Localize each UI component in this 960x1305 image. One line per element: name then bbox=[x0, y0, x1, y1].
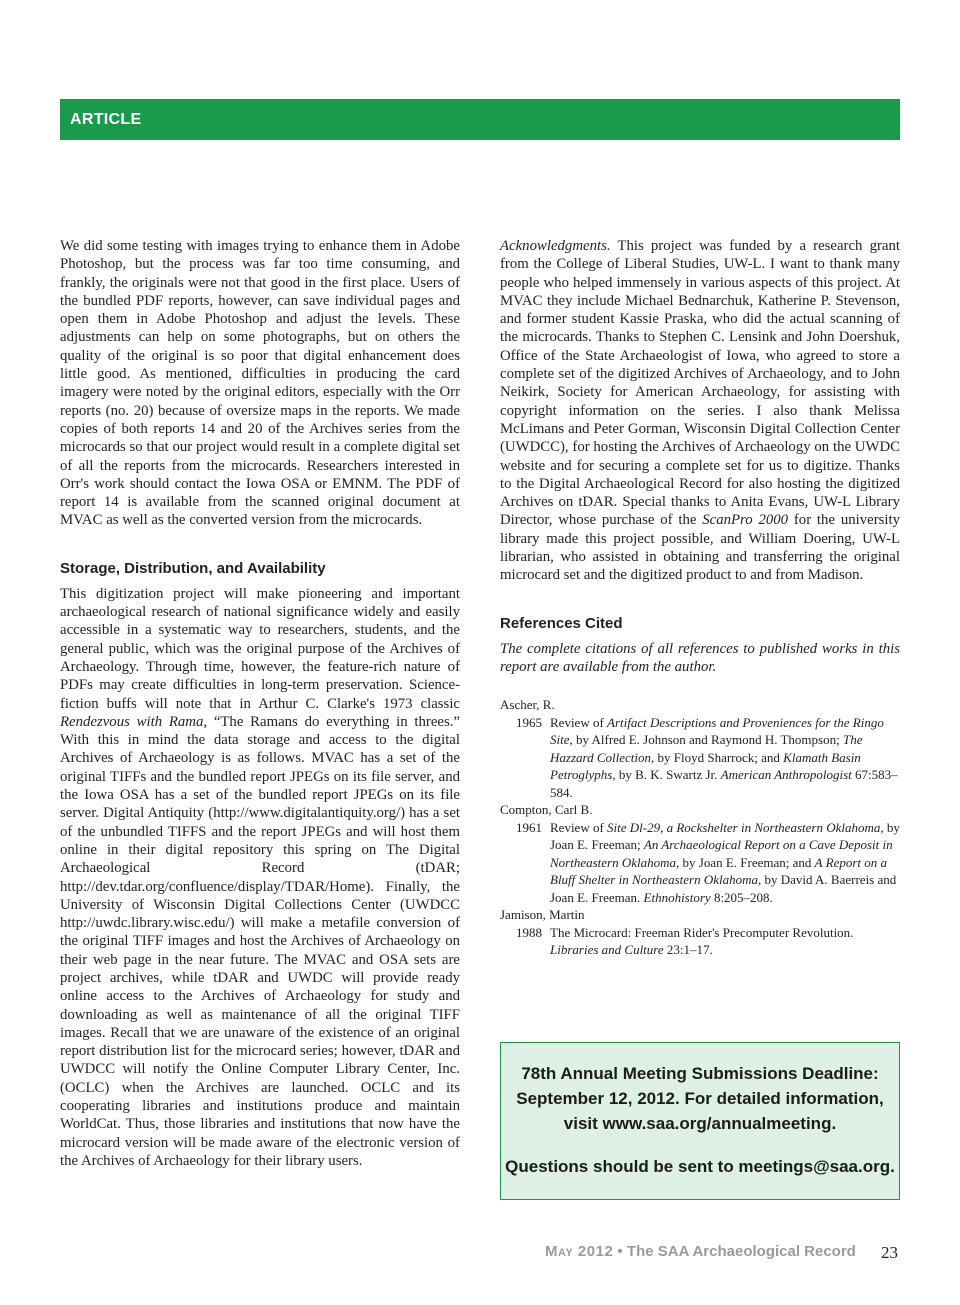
meeting-notice-box bbox=[500, 1042, 900, 1200]
reference-author: Compton, Carl B. bbox=[500, 802, 593, 818]
page-footer bbox=[545, 1243, 900, 1267]
acknowledgments-paragraph bbox=[500, 237, 900, 585]
reference-entry bbox=[500, 714, 900, 802]
notice-line-3: visit www.saa.org/annualmeeting. bbox=[563, 1114, 837, 1133]
storage-text-2: , “The Ramans do everything in threes.” With this in mind the data storage and access to the digital Archives of Archaeology is as follows. MVAC has a set of the original TIFFs and the bundled report JPEGs on its file server, and the Iowa OSA has a set of the bundled report JPEGs on its file server. Digital Antiquity (http://www.digitalantiquity.org/) has a set of the unbundled TIFFS and the report JPEGs and will host them online in their digital repository this spring on The Digital Archaeological Record (tDAR; http://dev.tdar.org/confluence/display/TDAR/Home). Finally, the University of Wisconsin Digital Collections Center (UWDCC http://uwdc.library.wisc.edu/) will make a metafile conversion of the original TIFF images and host the Archives of Archaeology on their web page in the near future. The MVAC and OSA sets are project archives, while tDAR and UWDC will provide ready online access to the Archives of Archaeology for study and downloading as well as maintenance of all the original TIFF images. Recall that we are unaware of the existence of an original report distribution list for the microcard series; however, tDAR and UWDCC will notify the Online Computer Library Center, Inc. (OCLC) when the Archives are launched. OCLC and its cooperating libraries and institutions produce and maintain WorldCat. Thus, those libraries and institutions that now have the microcard version will be made aware of the electronic version of the Archives of Archaeology for their library users. bbox=[60, 713, 460, 1169]
ack-label: Acknowledgments. bbox=[500, 238, 611, 254]
reference-text: Review of Site Dl-29, a Rockshelter in Northeastern Oklahoma, by Joan E. Freeman; An Archaeological Report on a Cave Deposit in Northeastern Oklahoma, by Joan E. Freeman; and A Report on a Bluff Shelter in Northeastern Oklahoma, by David A. Baerreis and Joan E. Freeman. Ethnohistory 8:205–208. bbox=[550, 819, 900, 905]
footer-separator: • bbox=[613, 1243, 627, 1260]
reference-text: Review of Artifact Descriptions and Proveniences for the Ringo Site, by Alfred E. Johnson and Raymond H. Thompson; The Hazzard Collection, by Floyd Sharrock; and Klamath Basin Petroglyphs, by B. K. Swartz Jr. American Anthropologist 67:583–584. bbox=[550, 714, 898, 800]
storage-heading: Storage, Distribution, and Availability bbox=[60, 559, 326, 577]
reference-year: 1988 bbox=[516, 924, 542, 940]
notice-line-2: September 12, 2012. For detailed information, bbox=[516, 1089, 884, 1108]
ack-text-2: for the university library made this project possible, and William Doering, UW-L librarian, who assisted in obtaining and transferring the original microcard set and the digitized product to and from Madison. bbox=[500, 512, 900, 584]
reference-author: Jamison, Martin bbox=[500, 907, 585, 923]
section-label: ARTICLE bbox=[70, 111, 142, 128]
left-column bbox=[60, 237, 460, 1170]
ack-text-1: This project was funded by a research grant from the College of Liberal Studies, UW-L. I want to thank many people who helped immensely in various aspects of this project. At MVAC they include Michael Bednarchuk, Katherine P. Stevenson, and former student Kassie Praska, who did the actual scanning of the microcards. Thanks to Stephen C. Lensink and John Doershuk, Office of the State Archaeologist of Iowa, who agreed to store a complete set of the digitized Archives of Archaeology, and to John Neikirk, Society for American Archaeology, for assisting with copyright information on the series. I also thank Melissa McLimans and Peter Gorman, Wisconsin Digital Collection Center (UWDCC), for hosting the Archives of Archaeology on the UWDC website and for securing a complete set for us to digitize. Thanks to the Digital Archaeological Record for also hosting the digitized Archives on tDAR. Special thanks to Anita Evans, UW-L Library Director, whose purchase of the bbox=[500, 238, 900, 529]
section-banner bbox=[60, 99, 900, 140]
rama-title: Rendezvous with Rama bbox=[60, 713, 204, 730]
storage-text-1: This digitization project will make pioneering and important archaeological research of national significance widely and easily accessible in a systematic way to researchers, students, and the general public, which was the original purpose of the Archives of Archaeology. Through time, however, the feature-rich nature of PDFs may create difficulties in long-term preservation. Science-fiction buffs will note that in Arthur C. Clarke's 1973 classic bbox=[60, 585, 460, 712]
notice-questions: Questions should be sent to meetings@saa.org. bbox=[505, 1157, 895, 1176]
reference-author: Ascher, R. bbox=[500, 697, 555, 713]
notice-line-1: 78th Annual Meeting Submissions Deadline: bbox=[521, 1064, 879, 1083]
references-list bbox=[500, 696, 900, 959]
intro-paragraph: We did some testing with images trying to enhance them in Adobe Photoshop, but the process was far too time consuming, and frankly, the originals were not that good in the first place. Users of the bundled PDF reports, however, can save individual pages and open them in Adobe Photoshop and adjust the levels. These adjustments can help on some photographs, but on others the quality of the original is so poor that digital enhancement does little good. As mentioned, difficulties in producing the card imagery were noted by the original editors, especially with the Orr reports (no. 20) because of oversize maps in the reports. We made copies of both reports 14 and 20 of the Archives series from the microcards so that our project would result in a complete digital set of all the reports from the microcards. Researchers interested in Orr's work should contact the Iowa OSA or EMNM. The PDF of report 14 is available from the scanned original document at MVAC as well as the converted version from the microcards. bbox=[60, 238, 460, 529]
ack-product: ScanPro 2000 bbox=[702, 512, 789, 529]
references-intro: The complete citations of all references to published works in this report are available from the author. bbox=[500, 640, 900, 675]
reference-year: 1961 bbox=[516, 819, 542, 835]
page-number: 23 bbox=[881, 1243, 898, 1262]
reference-text: The Microcard: Freeman Rider's Precomputer Revolution. Libraries and Culture 23:1–17. bbox=[550, 924, 854, 958]
footer-journal: The SAA Archaeological Record bbox=[626, 1243, 856, 1260]
storage-paragraph bbox=[60, 585, 460, 1171]
references-heading: References Cited bbox=[500, 614, 623, 632]
footer-month: May 2012 bbox=[545, 1243, 614, 1260]
reference-entry bbox=[500, 924, 900, 959]
right-column bbox=[500, 237, 900, 959]
reference-entry bbox=[500, 819, 900, 907]
reference-year: 1965 bbox=[516, 714, 542, 730]
